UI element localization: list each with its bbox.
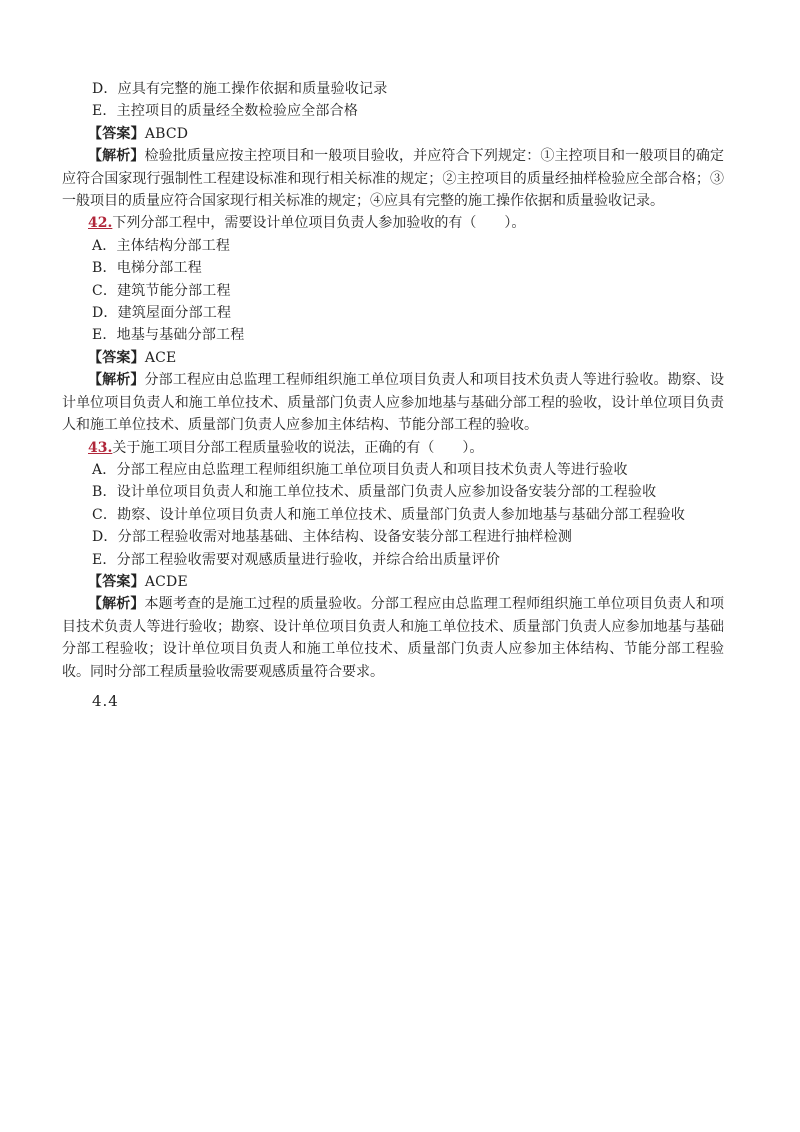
- option-a: A．分部工程应由总监理工程师组织施工单位项目负责人和项目技术负责人等进行验收: [92, 461, 628, 478]
- option-e: E．分部工程验收需要对观感质量进行验收，并综合给出质量评价: [92, 551, 501, 568]
- option-e: E．地基与基础分部工程: [92, 327, 245, 344]
- analysis-text: 检验批质量应按主控项目和一般项目验收，并应符合下列规定：①主控项目和一般项目的确定应符合国家现行强制性工程建设标准和现行相关标准的规定；②主控项目的质量经抽样检验应全部合格；③一般项目的质量应符合国家现行相关标准的规定；④应具有完整的施工操作依据和质量验收记录。: [62, 148, 724, 210]
- question-42: [88, 212, 748, 234]
- answer-line: [88, 123, 748, 145]
- analysis-paragraph: [62, 369, 724, 436]
- answer-line: [88, 347, 748, 369]
- page-content: [62, 78, 748, 728]
- option-d: D．分部工程验收需对地基基础、主体结构、设备安装分部工程进行抽样检测: [92, 529, 573, 546]
- analysis-paragraph: [62, 145, 724, 212]
- question-43: [88, 437, 748, 459]
- question-number: 43.: [88, 439, 113, 456]
- option-b: B．设计单位项目负责人和施工单位技术、质量部门负责人应参加设备安装分部的工程验收: [92, 484, 657, 501]
- option-a: A．主体结构分部工程: [92, 237, 231, 254]
- question-stem: 下列分部工程中，需要设计单位项目负责人参加验收的有（ ）。: [112, 215, 526, 232]
- question-number: 42.: [88, 215, 113, 232]
- option-e: E．主控项目的质量经全数检验应全部合格: [92, 103, 359, 120]
- analysis-text: 分部工程应由总监理工程师组织施工单位项目负责人和项目技术负责人等进行验收。勘察、设计单位项目负责人和施工单位技术、质量部门负责人应参加地基与基础分部工程的验收，设计单位项目负责人和施工单位技术、质量部门负责人应参加主体结构、节能分部工程的验收。: [62, 372, 724, 434]
- option-b: B．电梯分部工程: [92, 260, 202, 277]
- section-heading: 4.4: [92, 691, 119, 710]
- analysis-tag: 【解析】: [88, 372, 145, 389]
- analysis-paragraph: [62, 593, 724, 683]
- option-c: C．建筑节能分部工程: [92, 282, 231, 299]
- option-d: D．应具有完整的施工操作依据和质量验收记录: [92, 81, 388, 97]
- answer-tag: 【答案】: [88, 125, 145, 142]
- option-c: C．勘察、设计单位项目负责人和施工单位技术、质量部门负责人参加地基与基础分部工程验收: [92, 506, 686, 523]
- answer-tag: 【答案】: [88, 349, 145, 366]
- answer-tag: 【答案】: [88, 573, 145, 590]
- answer-line: [88, 571, 748, 593]
- question-stem: 关于施工项目分部工程质量验收的说法，正确的有（ ）。: [112, 439, 484, 456]
- option-d: D．建筑屋面分部工程: [92, 305, 232, 322]
- answer-value: ABCD: [144, 125, 189, 142]
- answer-value: ACE: [144, 349, 177, 366]
- analysis-tag: 【解析】: [88, 596, 145, 613]
- analysis-text: 本题考查的是施工过程的质量验收。分部工程应由总监理工程师组织施工单位项目负责人和项目技术负责人等进行验收；勘察、设计单位项目负责人和施工单位技术、质量部门负责人应参加地基与基础分部工程验收；设计单位项目负责人和施工单位技术、质量部门负责人应参加主体结构、节能分部工程验收。同时分部工程质量验收需要观感质量符合要求。: [62, 596, 724, 680]
- answer-value: ACDE: [144, 573, 188, 590]
- analysis-tag: 【解析】: [88, 148, 145, 165]
